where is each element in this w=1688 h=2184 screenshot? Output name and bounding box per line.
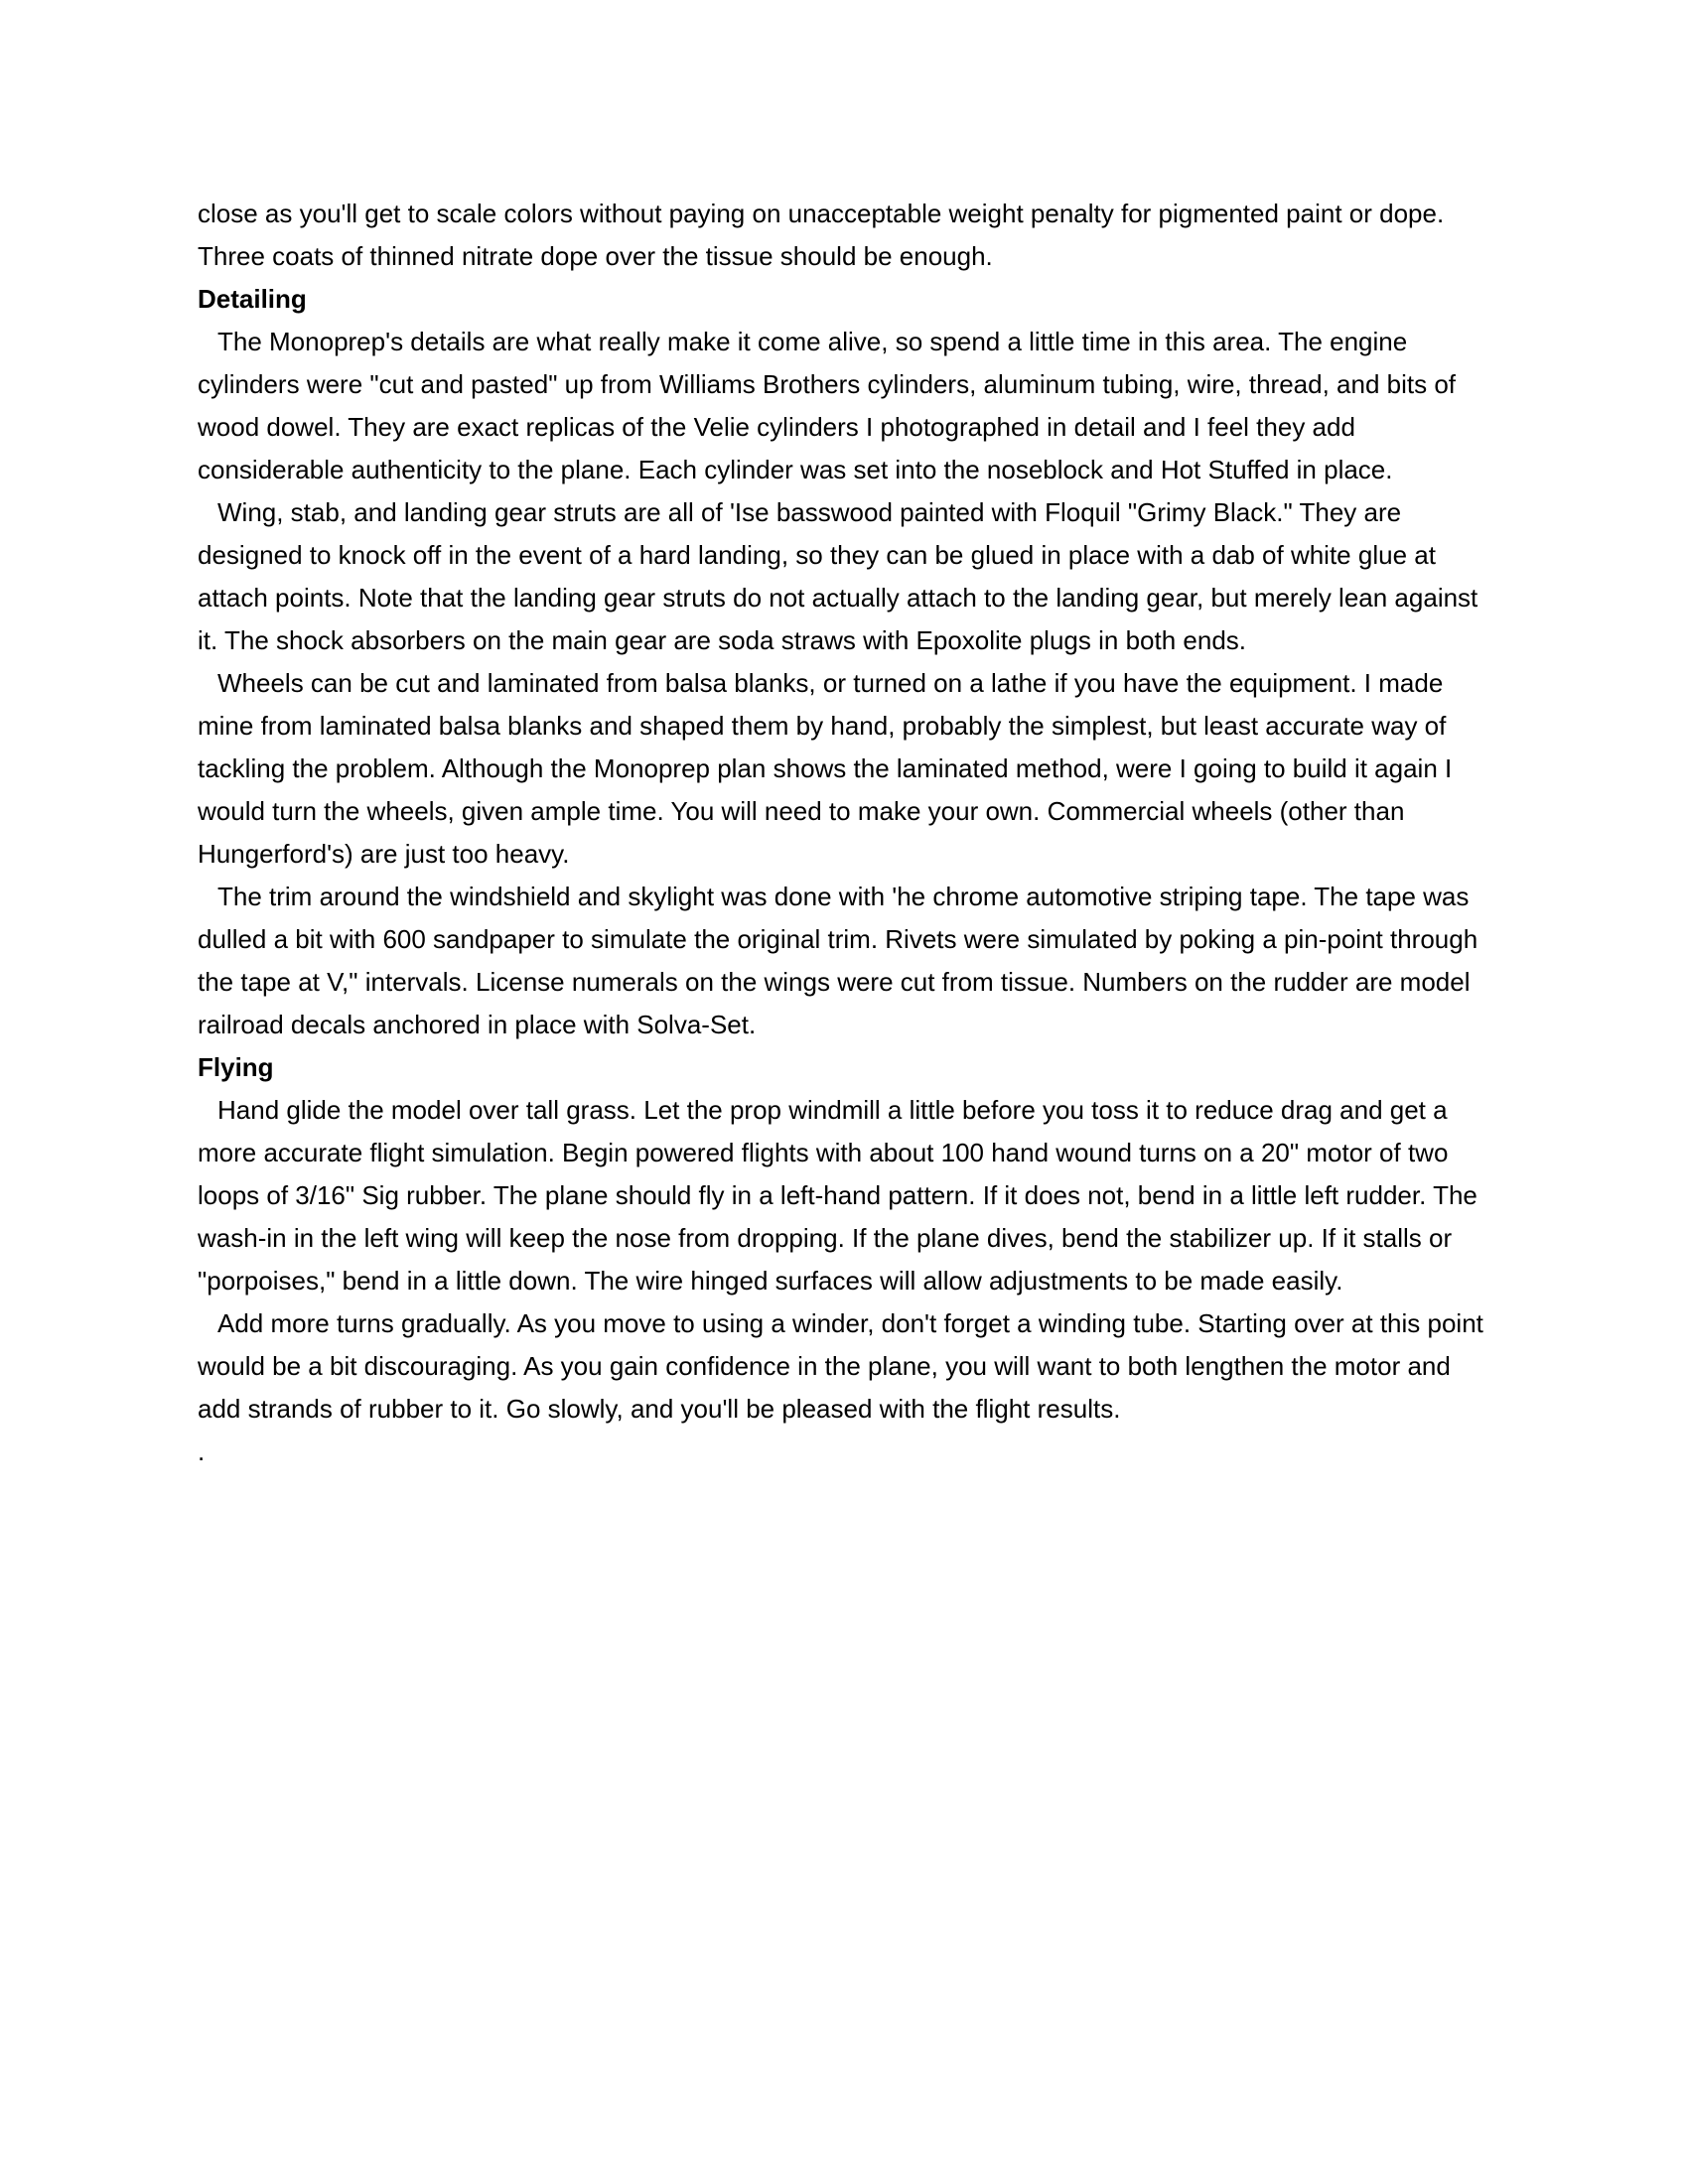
section-heading-detailing: Detailing bbox=[198, 284, 307, 314]
detailing-paragraph-4: The trim around the windshield and skylight was done with 'he chrome automotive striping tape. The tape was dulled a bit with 600 sandpaper to simulate the original trim. Rivets were simulated by poking a pin-point through the tape at V," intervals. License numerals on the wings were cut from tissue. Numbers on the rudder are model railroad decals anchored in place with Solva-Set. bbox=[198, 882, 1478, 1039]
trailing-mark: . bbox=[198, 1436, 206, 1466]
detailing-paragraph-1: The Monoprep's details are what really make it come alive, so spend a little time in this area. The engine cylinders were "cut and pasted" up from Williams Brothers cylinders, aluminum tubing, wire, thread, and bits of wood dowel. They are exact replicas of the Velie cylinders I photographed in detail and I feel they add considerable authenticity to the plane. Each cylinder was set into the noseblock and Hot Stuffed in place. bbox=[198, 327, 1457, 484]
flying-paragraph-1: Hand glide the model over tall grass. Let the prop windmill a little before you toss it to reduce drag and get a more accurate flight simulation. Begin powered flights with about 100 hand wound turns on a 20" motor of two loops of 3/16" Sig rubber. The plane should fly in a left-hand pattern. If it does not, bend in a little left rudder. The wash-in in the left wing will keep the nose from dropping. If the plane dives, bend the stabilizer up. If it stalls or "porpoises," bend in a little down. The wire hinged surfaces will allow adjustments to be made easily. bbox=[198, 1095, 1477, 1296]
document-page bbox=[198, 193, 1498, 1473]
detailing-paragraph-2: Wing, stab, and landing gear struts are all of 'Ise basswood painted with Floquil "Grimy Black." They are designed to knock off in the event of a hard landing, so they can be glued in place with a dab of white glue at attach points. Note that the landing gear struts do not actually attach to the landing gear, but merely lean against it. The shock absorbers on the main gear are soda straws with Epoxolite plugs in both ends. bbox=[198, 497, 1478, 655]
flying-paragraph-2: Add more turns gradually. As you move to using a winder, don't forget a winding tube. Starting over at this point would be a bit discouraging. As you gain confidence in the plane, you will want to both lengthen the motor and add strands of rubber to it. Go slowly, and you'll be pleased with the flight results. bbox=[198, 1308, 1483, 1424]
intro-paragraph: close as you'll get to scale colors without paying on unacceptable weight penalty for pigmented paint or dope. Three coats of thinned nitrate dope over the tissue should be enough. bbox=[198, 199, 1445, 271]
section-heading-flying: Flying bbox=[198, 1052, 274, 1082]
detailing-paragraph-3: Wheels can be cut and laminated from balsa blanks, or turned on a lathe if you have the equipment. I made mine from laminated balsa blanks and shaped them by hand, probably the simplest, but least accurate way of tackling the problem. Although the Monoprep plan shows the laminated method, were I going to build it again I would turn the wheels, given ample time. You will need to make your own. Commercial wheels (other than Hungerford's) are just too heavy. bbox=[198, 668, 1453, 869]
